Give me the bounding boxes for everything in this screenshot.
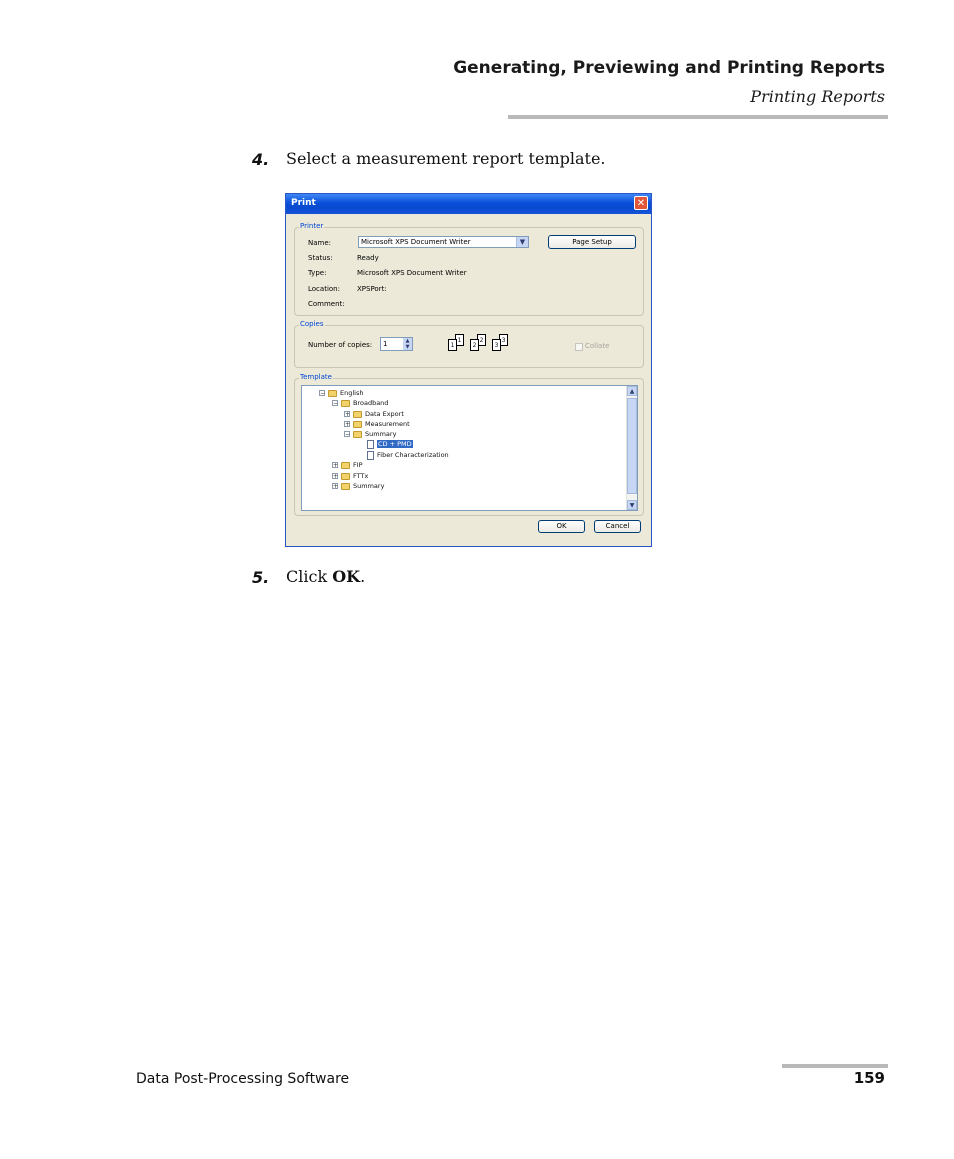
copies-stepper[interactable] <box>380 337 413 351</box>
tree-item-broadband[interactable] <box>332 398 388 408</box>
scroll-up-icon[interactable]: ▲ <box>627 386 637 396</box>
collate-page-icon: 3 <box>492 339 501 351</box>
tree-item-label: Data Export <box>365 410 404 418</box>
folder-icon <box>328 390 337 397</box>
tree-item-data-export[interactable] <box>344 409 404 419</box>
tree-item-measurement[interactable] <box>344 419 410 429</box>
printer-status-label: Status: <box>308 254 333 262</box>
printer-comment-label: Comment: <box>308 300 345 308</box>
tree-item-label: English <box>340 389 364 397</box>
tree-item-label: FIP <box>353 461 363 469</box>
expand-icon[interactable]: + <box>345 411 351 418</box>
collate-page-icon: 2 <box>477 334 486 346</box>
scrollbar-thumb[interactable] <box>627 398 637 494</box>
page-number: 159 <box>853 1069 885 1087</box>
tree-item-label: Measurement <box>365 420 410 428</box>
tree-item-summary[interactable] <box>344 429 396 439</box>
collapse-icon[interactable]: − <box>345 431 351 438</box>
template-tree[interactable] <box>301 385 638 511</box>
step-5-text-bold: OK <box>332 567 361 586</box>
tree-scrollbar[interactable] <box>626 386 637 510</box>
ok-button[interactable]: OK <box>538 520 585 533</box>
step-5-number: 5. <box>252 568 270 587</box>
footer-rule <box>782 1064 888 1068</box>
step-5-text <box>286 567 365 586</box>
collate-checkbox[interactable] <box>575 343 583 351</box>
tree-item-english[interactable] <box>319 388 363 398</box>
tree-item-fiber-characterization[interactable] <box>367 450 449 460</box>
step-4-text: Select a measurement report template. <box>286 149 606 168</box>
tree-item-label: Summary <box>365 430 397 438</box>
folder-icon <box>341 483 350 490</box>
folder-icon <box>341 400 350 407</box>
step-5-text-before: Click <box>286 567 333 586</box>
expand-icon[interactable]: + <box>333 462 339 469</box>
tree-item-label: Fiber Characterization <box>377 451 449 459</box>
printer-name-value: Microsoft XPS Document Writer <box>361 238 471 246</box>
step-4-number: 4. <box>252 150 270 169</box>
copies-count-value: 1 <box>383 340 388 348</box>
dialog-titlebar[interactable] <box>286 194 651 214</box>
printer-name-select[interactable] <box>358 236 529 248</box>
chevron-down-icon[interactable]: ▼ <box>516 237 528 247</box>
printer-name-label: Name: <box>308 239 332 247</box>
tree-item-summary-root[interactable] <box>332 481 384 491</box>
scroll-down-icon[interactable]: ▼ <box>627 500 637 510</box>
print-dialog <box>285 193 652 547</box>
tree-item-fttx[interactable] <box>332 471 368 481</box>
dialog-title: Print <box>291 198 316 208</box>
printer-status-value: Ready <box>357 254 379 262</box>
tree-item-label: Broadband <box>353 399 389 407</box>
printer-type-value: Microsoft XPS Document Writer <box>357 269 467 277</box>
template-group-label: Template <box>300 373 332 381</box>
step-5-text-after: . <box>360 567 366 586</box>
tree-item-fip[interactable] <box>332 460 363 470</box>
collate-label: Collate <box>585 342 610 350</box>
tree-item-label: FTTx <box>353 472 369 480</box>
close-icon[interactable]: ✕ <box>634 196 648 210</box>
folder-icon <box>353 431 362 438</box>
copies-count-label: Number of copies: <box>308 341 373 349</box>
collate-page-icon: 1 <box>455 334 464 346</box>
footer-product-name: Data Post-Processing Software <box>136 1071 350 1087</box>
expand-icon[interactable]: + <box>345 421 351 428</box>
folder-icon <box>353 411 362 418</box>
collapse-icon[interactable]: − <box>333 400 339 407</box>
folder-icon <box>341 473 350 480</box>
expand-icon[interactable]: + <box>333 483 339 490</box>
expand-icon[interactable]: + <box>333 473 339 480</box>
spin-arrows-icon[interactable]: ▲ ▼ <box>403 338 412 350</box>
copies-group-label: Copies <box>300 320 324 328</box>
folder-icon <box>353 421 362 428</box>
tree-item-label: Summary <box>353 482 385 490</box>
printer-location-label: Location: <box>308 285 340 293</box>
printer-group-label: Printer <box>300 222 324 230</box>
document-icon <box>367 451 374 460</box>
printer-type-label: Type: <box>308 269 327 277</box>
document-icon <box>367 440 374 449</box>
tree-item-label-selected: CD + PMD <box>378 440 412 448</box>
collate-page-icon: 1 <box>448 339 457 351</box>
folder-icon <box>341 462 350 469</box>
collate-page-icon: 2 <box>470 339 479 351</box>
collapse-icon[interactable]: − <box>320 390 326 397</box>
running-header-subtitle: Printing Reports <box>750 87 885 106</box>
printer-location-value: XPSPort: <box>357 285 387 293</box>
tree-item-cd-pmd[interactable] <box>367 439 413 449</box>
page-setup-button[interactable]: Page Setup <box>548 235 636 249</box>
header-rule <box>508 115 888 119</box>
cancel-button[interactable]: Cancel <box>594 520 641 533</box>
collate-page-icon: 3 <box>499 334 508 346</box>
running-header-title: Generating, Previewing and Printing Reports <box>453 58 885 78</box>
